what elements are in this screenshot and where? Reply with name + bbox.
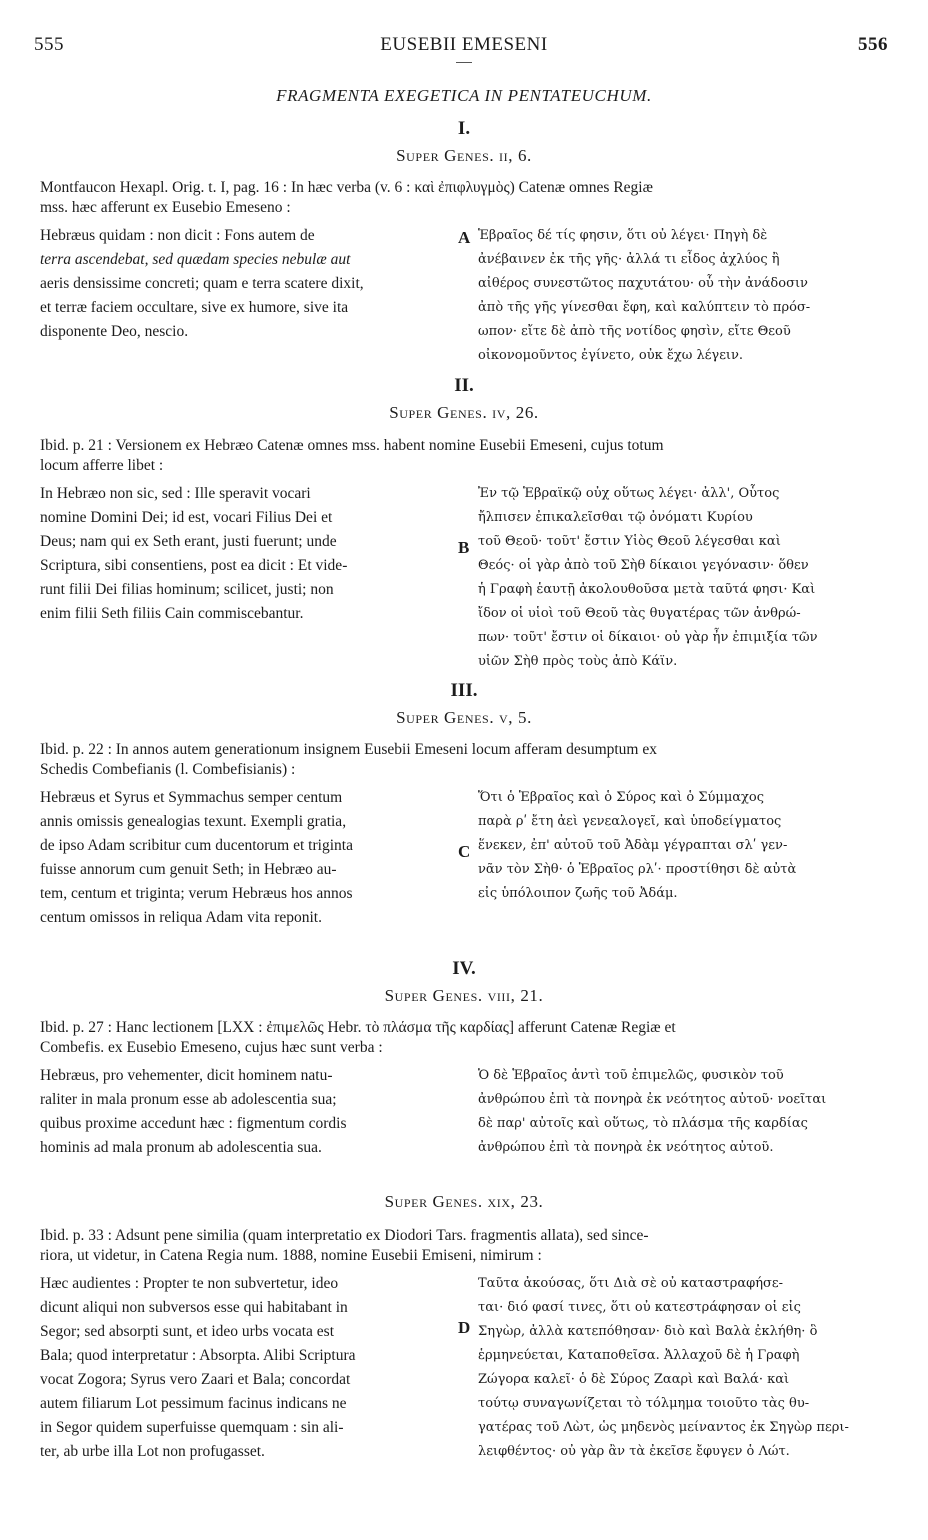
margin-marker: D (458, 1318, 471, 1337)
section-number: IV. (452, 958, 476, 979)
right-page-number: 556 (858, 34, 888, 55)
section-number: II. (454, 375, 474, 396)
latin-column: Hebræus quidam : non dicit : Fons autem de terra ascendebat, sed quædam species nebulæ aut aeris densissime concreti; quam e terra scatere dixit, et terræ faciem occultare, sive ex humore, sive ita disponente Deo, nescio. (40, 227, 364, 340)
header-rule (456, 62, 472, 63)
section-heading: Super Genes. iv, 26. (389, 403, 539, 422)
main-title: FRAGMENTA EXEGETICA IN PENTATEUCHUM. (276, 86, 652, 105)
section-number: I. (457, 118, 471, 139)
greek-column: Ταῦτα ἀκούσας, ὅτι Διὰ σὲ οὐ καταστραφήσε- ται· διό φασί τινες, ὅτι οὐ κατεστράφησαν οἱ εἰς Σηγὼρ, ἀλλὰ κατεπόθησαν· διὸ καὶ Βαλὰ ἐκλήθη· ὃ ἑρμηνεύεται, Καταποθεῖσα. Ἀλλαχοῦ δὲ ἡ Γραφὴ Ζώγορα καλεῖ· ὁ δὲ Σύρος Ζααρὶ καὶ Βαλά· καὶ τούτῳ συναγωνίζεται τὸ τόλμημα τοιοῦτο τὰς θυ- γατέρας τοῦ Λὼτ, ὡς μηδενὸς μείναντος ἐκ Σηγὼρ περι- λειφθέντος· οὐ γὰρ ἂν τὰ ἐκεῖσε ἔφυγεν ὁ Λώτ. (478, 1276, 849, 1459)
section-number: III. (450, 680, 478, 701)
margin-marker: C (458, 842, 471, 861)
section-intro: Ibid. p. 33 : Adsunt pene similia (quam interpretatio ex Diodori Tars. fragmentis allata), sed since- riora, ut videtur, in Catena Regia num. 1888, nomine Eusebii Emiseni, nimirum : (40, 1227, 649, 1264)
latin-column: In Hebræo non sic, sed : Ille speravit vocari nomine Domini Dei; id est, vocari Filius Dei et Deus; nam qui ex Seth erant, justi fuerunt; unde Scriptura, sibi consentiens, post ea dicit : Et vide- runt filii Dei filias hominum; scilicet, justi; non enim filii Seth filiis Cain commiscebantur. (40, 485, 348, 622)
section-intro: Ibid. p. 22 : In annos autem generationum insignem Eusebii Emeseni locum afferam desumptum ex Schedis Combefianis (l. Combefisianis) : (40, 741, 657, 778)
section-heading: Super Genes. v, 5. (396, 708, 532, 727)
section-heading: Super Genes. ii, 6. (396, 146, 532, 165)
greek-column: Ἐν τῷ Ἑβραϊκῷ οὐχ οὕτως λέγει· ἀλλ', Οὗτος ἤλπισεν ἐπικαλεῖσθαι τῷ ὀνόματι Κυρίου τοῦ Θεοῦ· τοῦτ' ἔστιν Υἱὸς Θεοῦ λέγεσθαι καὶ Θεός· οἱ γὰρ ἀπὸ τοῦ Σὴθ δίκαιοι γεγόνασιν· ὅθεν ἡ Γραφὴ ἑαυτῇ ἀκολουθοῦσα μετὰ ταῦτά φησι· Καὶ ἴδον οἱ υἱοὶ τοῦ Θεοῦ τὰς θυγατέρας τῶν ἀνθρώ- πων· τοῦτ' ἔστιν οἱ δίκαιοι· οὐ γὰρ ἦν ἐπιμιξία τῶν υἱῶν Σὴθ πρὸς τοὺς ἀπὸ Κάϊν. (478, 486, 818, 669)
running-title: EUSEBII EMESENI (380, 34, 548, 55)
greek-column: Ἑβραῖος δέ τίς φησιν, ὅτι οὐ λέγει· Πηγὴ δὲ ἀνέβαινεν ἐκ τῆς γῆς· ἀλλά τι εἶδος ἀχλύος ἢ αἰθέρος συνεστῶτος παχυτάτου· οὗ τὴν ἀνάδοσιν ἀπὸ τῆς γῆς γίνεσθαι ἔφη, καὶ καλύπτειν τὸ πρόσ- ωπον· εἴτε δὲ ἀπὸ τῆς νοτίδος φησὶν, εἴτε Θεοῦ οἰκονομοῦντος ἐγίνετο, οὐκ ἔχω λέγειν. (478, 228, 811, 363)
latin-column: Hæc audientes : Propter te non subvertetur, ideo dicunt aliqui non subversos esse qui habitabant in Segor; sed absorpti sunt, et ideo urbs vocata est Bala; quod interpretatur : Absorpta. Alibi Scriptura vocat Zogora; Syrus vero Zaari et Bala; concordat autem filiarum Lot pessimum facinus indicans ne in Segor quidem superfuisse quemquam : sin ali- ter, ab urbe illa Lot non profugasset. (40, 1275, 356, 1460)
section-heading: Super Genes. xix, 23. (384, 1192, 544, 1211)
left-page-number: 555 (34, 34, 64, 55)
greek-column: Ὁ δὲ Ἑβραῖος ἀντὶ τοῦ ἐπιμελῶς, φυσικὸν τοῦ ἀνθρώπου ἐπὶ τὰ πονηρὰ ἐκ νεότητος αὐτοῦ· νοεῖται δὲ παρ' αὐτοῖς καὶ οὕτως, τὸ πλάσμα τῆς καρδίας ἀνθρώπου ἐπὶ τὰ πονηρὰ ἐκ νεότητος αὐτοῦ. (478, 1068, 827, 1155)
latin-column: Hebræus et Syrus et Symmachus semper centum annis omissis genealogias texunt. Exempli gratia, de ipso Adam scribitur cum ducentorum et triginta fuisse annorum cum genuit Seth; in Hebræo au- tem, centum et triginta; verum Hebræus hos annos centum omissos in reliqua Adam vita reponit. (40, 789, 353, 926)
greek-column: Ὅτι ὁ Ἑβραῖος καὶ ὁ Σύρος καὶ ὁ Σύμμαχος παρὰ ρʹ ἔτη ἀεὶ γενεαλογεῖ, καὶ ὑποδείγματος ἕνεκεν, ἐπ' αὐτοῦ τοῦ Ἀδὰμ γέγραπται σλʹ γεν- νᾶν τὸν Σὴθ· ὁ Ἑβραῖος ρλʹ· προστίθησι δὲ αὐτὰ εἰς ὑπόλοιπον ζωῆς τοῦ Ἀδάμ. (478, 790, 797, 901)
margin-marker: A (458, 228, 471, 247)
section-intro: Ibid. p. 27 : Hanc lectionem [LXX : ἐπιμελῶς Hebr. τὸ πλάσμα τῆς καρδίας] afferunt Catenæ Regiæ et Combefis. ex Eusebio Emeseno, cujus hæc sunt verba : (40, 1019, 676, 1056)
section-intro: Montfaucon Hexapl. Orig. t. I, pag. 16 : In hæc verba (v. 6 : καὶ ἐπιφλυγμὸς) Catenæ omnes Regiæ mss. hæc afferunt ex Eusebio Emeseno : (40, 179, 653, 216)
latin-column: Hebræus, pro vehementer, dicit hominem natu- raliter in mala pronum esse ab adolescentia sua; quibus proxime accedunt hæc : figmentum cordis hominis ad mala pronum ab adolescentia sua. (40, 1067, 347, 1156)
section-intro: Ibid. p. 21 : Versionem ex Hebræo Catenæ omnes mss. habent nomine Eusebii Emeseni, cujus totum locum afferre libet : (40, 437, 664, 474)
section-heading: Super Genes. viii, 21. (384, 986, 544, 1005)
margin-marker: B (458, 538, 470, 557)
